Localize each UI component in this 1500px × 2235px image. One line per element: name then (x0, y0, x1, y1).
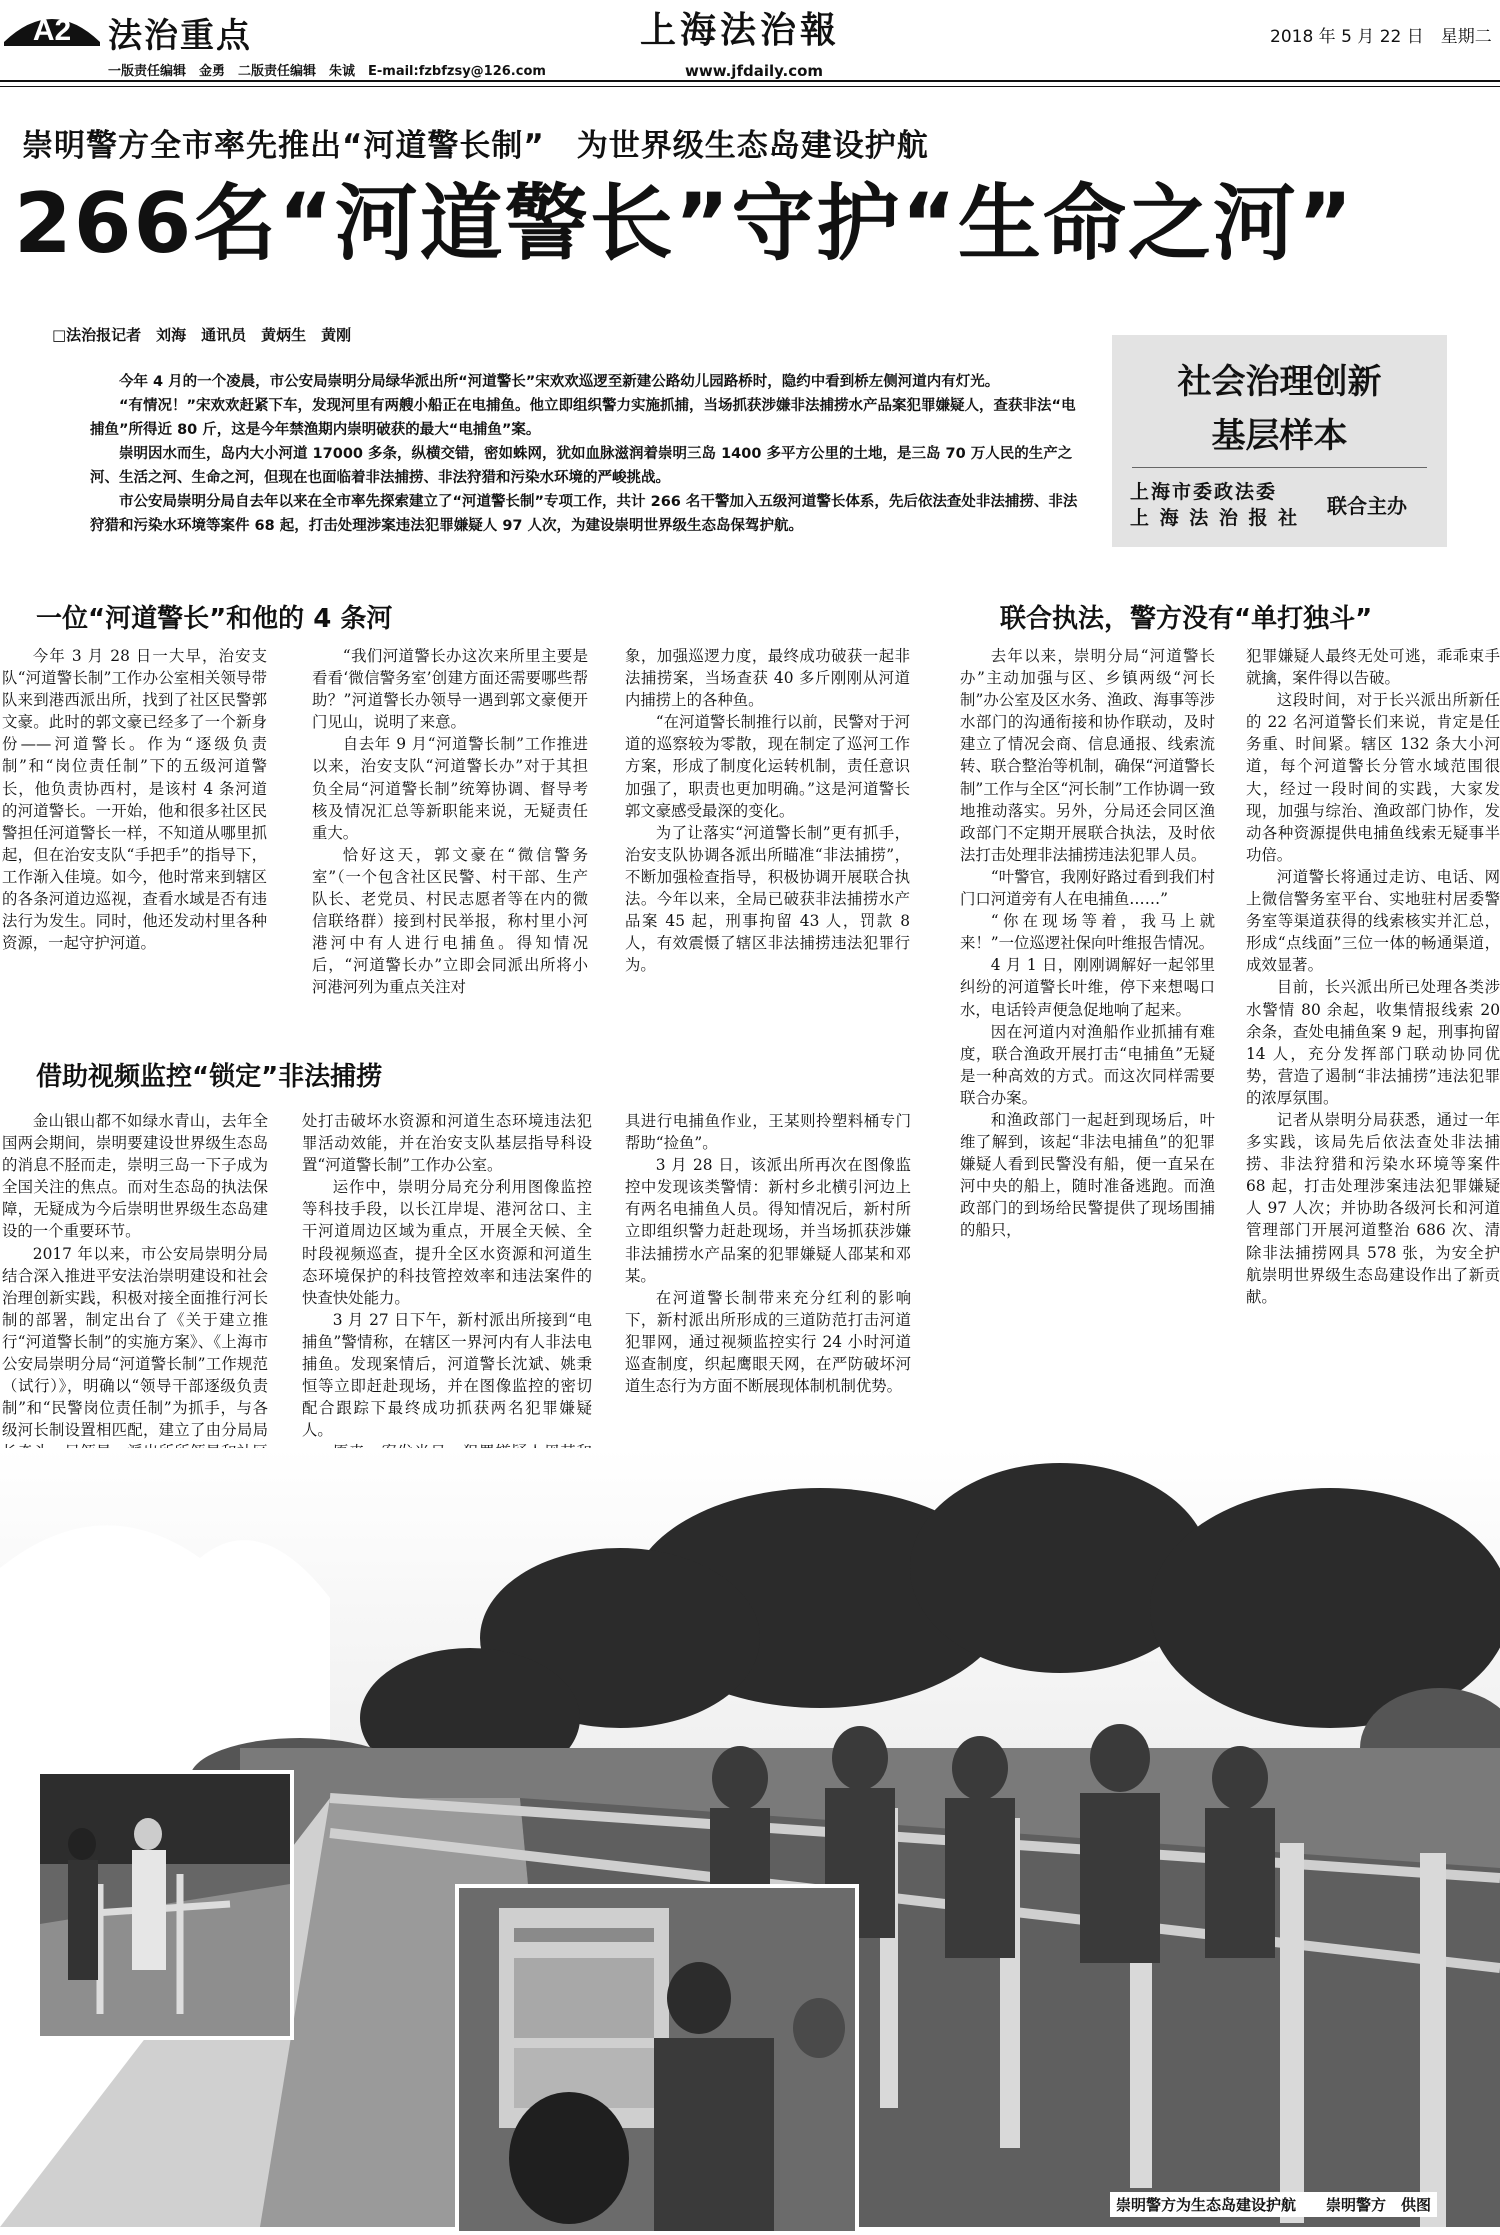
paragraph: 去年以来，崇明分局“河道警长办”主动加强与区、乡镇两级“河长制”办公室及区水务、渔政、海事等涉水部门的沟通衔接和协作联动，及时建立了情况会商、信息通报、线索流转、联合整治等机制，确保“河道警长制”工作与全区“河长制”工作协调一致地推动落实。另外，分局还会同区渔政部门不定期开展联合执法，及时依法打击处理非法捕捞违法犯罪人员。 (960, 647, 1215, 864)
inset-photo-riverbank (36, 1770, 294, 2040)
paragraph: 这段时间，对于长兴派出所新任的 22 名河道警长们来说，肯定是任务重、时间紧。辖区 132 条大小河道，每个河道警长分管水域范围很大，经过一段时间的实践，大家发现，加强与综治、渔政部门协作，发动各种资源提供电捕鱼线索无疑事半功倍。 (1246, 691, 1500, 864)
article-lede (90, 370, 1090, 538)
paragraph: 3 月 28 日，该派出所再次在图像监控中发现该类警情：新村乡北横引河边上有两名电捕鱼人员。得知情况后，新村所立即组织警力赶赴现场，并当场抓获涉嫌非法捕捞水产品案的犯罪嫌疑人邵某和邓某。 (625, 1156, 911, 1285)
inset-photo-monitoring (455, 1884, 859, 2235)
paragraph: 具进行电捕鱼作业，王某则拎塑料桶专门帮助“捡鱼”。 (625, 1112, 911, 1153)
paragraph: 象，加强巡逻力度，最终成功破获一起非法捕捞案，当场查获 40 多斤刚刚从河道内捕捞上的各种鱼。 (625, 647, 910, 710)
article-column (312, 645, 588, 999)
masthead-logo: 上海法治報 (640, 9, 841, 51)
paragraph: 2017 年以来，市公安局崇明分局结合深入推进平安法治崇明建设和社会治理创新实践，积极对接全面推行河长制的部署，制定出台了《关于建立推行“河道警长制”的实施方案》、《上海市公安局崇明分局“河道警长制”工作规范（试行）》，明确以“领导干部逐级负责制”和“民警岗位责任制”为抓手，与各级河长制设置相匹配，建立了由分局局 (2, 1244, 268, 1440)
paragraph: “你在现场等着，我马上就来！”一位巡逻社保向叶维报告情况。 (960, 912, 1215, 953)
article-byline: □法治报记者 刘海 通讯员 黄炳生 黄刚 (52, 326, 352, 344)
article-column (960, 645, 1215, 1242)
page-number-badge (0, 2, 104, 60)
paragraph: 在河道警长制带来充分红利的影响下，新村派出所形成的三道防范打击河道犯罪网，通过视频监控实行 24 小时河道巡查制度，织起鹰眼天网，在严防破坏河道生态行为方面不断展现体制机制优势。 (625, 1288, 911, 1396)
paragraph: 犯罪嫌疑人最终无处可逃，乖乖束手就擒，案件得以告破。 (1246, 647, 1500, 688)
paragraph: “叶警官，我刚好路过看到我们村门口河道旁有人在电捕鱼……” (960, 867, 1215, 909)
sidebox-organizer: 上海市委政法委 (1130, 481, 1278, 503)
header-rule (0, 80, 1500, 82)
site-url[interactable]: www.jfdaily.com (685, 62, 824, 80)
paragraph: 恰好这天，郭文豪在“微信警务室”（一个包含社区民警、村干部、生产队长、老党员、村民志愿者等在内的微信联络群）接到村民举报，称村里小河港河中有人进行电捕鱼。得知情况后，“河道警长办”立即会同派出所将小河港河列为重点关注对 (312, 845, 588, 997)
section-heading: 一位“河道警长”和他的 4 条河 (36, 604, 393, 634)
article-column (625, 645, 910, 976)
paragraph: 目前，长兴派出所已处理各类涉水警情 80 余起，收集情报线索 20 余条，查处电捕鱼案 9 起，刑事拘留 14 人，充分发挥部门联动协同优势，营造了遏制“非法捕捞”违法犯罪的浓厚氛围。 (1246, 978, 1500, 1107)
sidebox-rule (1132, 467, 1427, 468)
lede-paragraph: 市公安局崇明分局自去年以来在全市率先探索建立了“河道警长制”专项工作，共计 266 名干警加入五级河道警长体系，先后依法查处非法捕捞、非法狩猎和污染水环境等案件 68 起，打击处理涉案违法犯罪嫌疑人 97 人次，为建设崇明世界级生态岛保驾护航。 (90, 494, 1078, 534)
paragraph: 记者从崇明分局获悉，通过一年多实践，该局先后依法查处非法捕捞、非法狩猎和污染水环境等案件 68 起，打击处理涉案违法犯罪嫌疑人 97 人次；并协助各级河长和河道管理部门开展河道整治 686 次、清除非法捕捞网具 578 张，为安全护航崇明世界级生态岛建设作出了新贡献。 (1246, 1110, 1500, 1306)
paragraph: 4 月 1 日，刚刚调解好一起邻里纠纷的河道警长叶维，停下来想喝口水，电话铃声便急促地响了起来。 (960, 956, 1215, 1019)
article-subhead: 崇明警方全市率先推出“河道警长制” 为世界级生态岛建设护航 (22, 128, 929, 164)
article-column (1246, 645, 1500, 1308)
paragraph: 河道警长将通过走访、电话、网上微信警务室平台、实地驻村居委警务室等渠道获得的线索核实并汇总，形成“点线面”三位一体的畅通渠道，成效显著。 (1246, 867, 1500, 975)
lede-paragraph: 崇明因水而生，岛内大小河道 17000 多条，纵横交错，密如蛛网，犹如血脉滋润着崇明三岛 1400 多平方公里的土地，是三岛 70 万人民的生产之河、生活之河、生命之河，但现在也面临着非法捕捞、非法狩猎和污染水环境的严峻挑战。 (90, 446, 1073, 486)
photo-caption: 崇明警方为生态岛建设护航 崇明警方 供图 (1110, 2192, 1437, 2217)
paragraph: 和渔政部门一起赶到现场后，叶维了解到，该起“非法电捕鱼”的犯罪嫌疑人看到民警没有船，便一直呆在河中央的船上，随时准备逃跑。而渔政部门的到场给民警提供了现场围捕的船只， (960, 1110, 1215, 1240)
sidebox-title: 社会治理创新基层样本 (1177, 362, 1382, 456)
paragraph: 3 月 27 日下午，新村派出所接到“电捕鱼”警情称，在辖区一界河内有人非法电捕鱼。发现案情后，河道警长沈斌、姚秉恒等立即赶赴现场，并在图像监控的密切配合跟踪下最终成功抓获两名犯罪嫌疑人。 (302, 1310, 592, 1440)
paragraph: 金山银山都不如绿水青山，去年全国两会期间，崇明要建设世界级生态岛的消息不胫而走，崇明三岛一下子成为全国关注的焦点。而对生态岛的执法保障，无疑成为今后崇明世界级生态岛建设的一个重要环节。 (2, 1112, 268, 1241)
section-heading: 借助视频监控“锁定”非法捕捞 (36, 1062, 383, 1092)
paragraph: 为了让落实“河道警长制”更有抓手，治安支队协调各派出所瞄准“非法捕捞”，不断加强检查指导，积极协调开展联合执法。今年以来，全局已破获非法捕捞水产品案 45 起，刑事拘留 43 人，罚款 8 人，有效震慑了辖区非法捕捞违法犯罪行为。 (625, 823, 910, 975)
article-headline: 266名“河道警长”守护“生命之河” (14, 175, 1355, 272)
paragraph: 处打击破坏水资源和河道生态环境违法犯罪活动效能，并在治安支队基层指导科设置“河道警长制”工作办公室。 (302, 1112, 592, 1175)
paragraph: 运作中，崇明分局充分利用图像监控等科技手段，以长江岸堤、港河岔口、主干河道周边区域为重点，开展全天候、全时段视频巡查，提升全区水资源和河道生态环境保护的科技管控效率和违法案件的快查快处能力。 (302, 1178, 592, 1307)
page-number: A2 (32, 14, 72, 47)
paragraph: 今年 3 月 28 日一大早，治安支队“河道警长制”工作办公室相关领导带队来到港西派出所，找到了社区民警郭文豪。此时的郭文豪已经多了一个新身份——河道警长。作为“逐级负责制”和“岗位责任制”下的五级河道警长，他负责协西村，是该村 4 条河道的河道警长。一开始，他和很多社区民警担任河道警长一样，不知道从哪里抓起，但在治安支队“手把手”的指导下，工作渐入佳境。如今，他时常来到辖区的各条河道边巡视，查看水域是否有违法行为发生。同时，他还发动村里各种资源，一起守护河道。 (2, 647, 267, 953)
sidebox-host-label: 联合主办 (1327, 494, 1407, 518)
article-column (625, 1110, 911, 1397)
paragraph: “在河道警长制推行以前，民警对于河道的巡察较为零散，现在制定了巡河工作方案，形成了制度化运转机制，责任意识加强了，职责也更加明确。”这是河道警长郭文豪感受最深的变化。 (625, 713, 910, 820)
section-name: 法治重点 (108, 16, 252, 56)
header-rule-thin (0, 86, 1500, 87)
paragraph: 自去年 9 月“河道警长制”工作推进以来，治安支队“河道警长办”对于其担负全局“河道警长制”统筹协调、督导考核及情况汇总等新职能来说，无疑责任重大。 (312, 735, 588, 842)
sidebox-organizer: 上 海 法 治 报 社 (1130, 507, 1300, 529)
lede-paragraph: 今年 4 月的一个凌晨，市公安局崇明分局绿华派出所“河道警长”宋欢欢巡逻至新建公路幼儿园路桥时，隐约中看到桥左侧河道内有灯光。 (119, 374, 1000, 390)
column-sidebox (1112, 335, 1447, 547)
issue-date: 2018 年 5 月 22 日 星期二 (1270, 27, 1492, 47)
editors-line: 一版责任编辑 金勇 二版责任编辑 朱诚 E-mail:fzbfzsy@126.com (108, 64, 546, 79)
lede-paragraph: “有情况！”宋欢欢赶紧下车，发现河里有两艘小船正在电捕鱼。他立即组织警力实施抓捕，当场抓获涉嫌非法捕捞水产品案犯罪嫌疑人，查获非法“电捕鱼”所得近 80 斤，这是今年禁渔期内崇明破获的最大“电捕鱼”案。 (90, 398, 1076, 438)
article-column (2, 645, 267, 954)
section-heading: 联合执法，警方没有“单打独斗” (1000, 604, 1373, 634)
paragraph: 因在河道内对渔船作业抓捕有难度，联合渔政开展打击“电捕鱼”无疑是一种高效的方式。而这次同样需要联合办案。 (960, 1022, 1215, 1107)
paragraph: “我们河道警长办这次来所里主要是看看‘微信警务室’创建方面还需要哪些帮助？”河道警长办领导一遇到郭文豪便开门见山，说明了来意。 (312, 647, 588, 732)
